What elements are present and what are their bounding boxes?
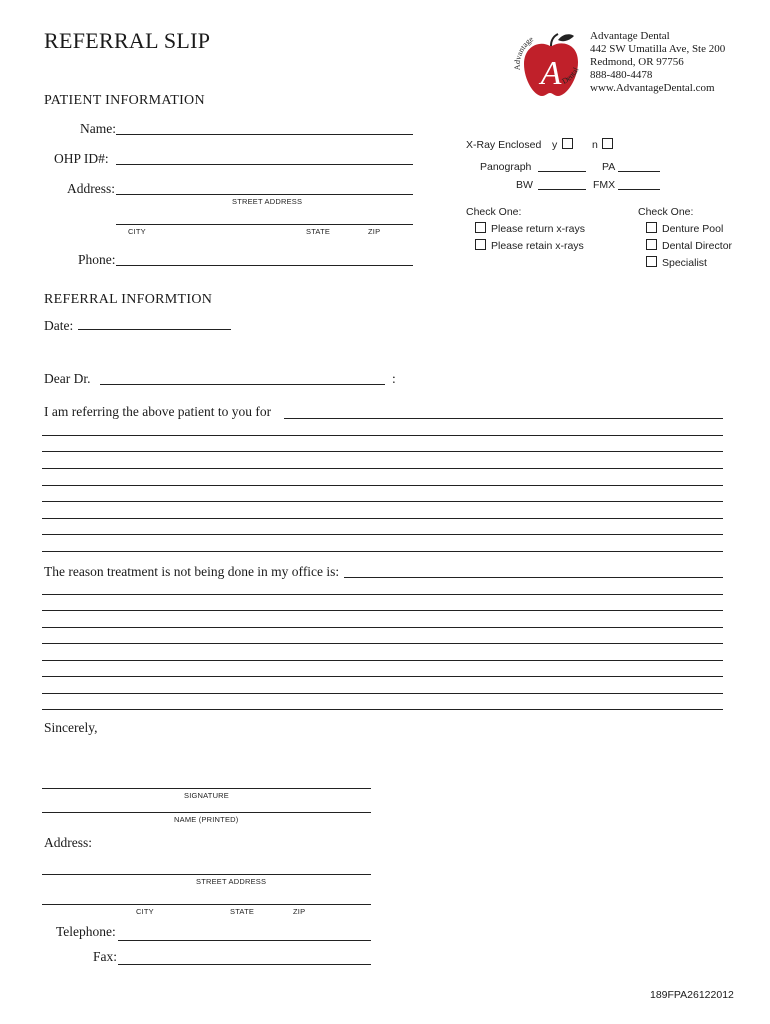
pa-label: PA bbox=[602, 161, 616, 173]
office-phone: 888-480-4478 bbox=[590, 69, 653, 81]
reason-label: The reason treatment is not being done in my office is: bbox=[44, 564, 340, 579]
reason-line[interactable] bbox=[42, 643, 723, 644]
advantage-dental-logo bbox=[512, 26, 588, 102]
xray-enclosed-label: X-Ray Enclosed bbox=[466, 139, 542, 151]
referring-line[interactable] bbox=[42, 485, 723, 486]
city-state-zip-field[interactable] bbox=[116, 224, 413, 225]
zip-caption: ZIP bbox=[368, 227, 381, 236]
ohp-id-label: OHP ID#: bbox=[54, 151, 109, 166]
dear-dr-field[interactable] bbox=[100, 384, 385, 385]
panograph-label: Panograph bbox=[480, 161, 532, 173]
name-printed-field[interactable] bbox=[42, 812, 371, 813]
name-label: Name: bbox=[80, 121, 116, 136]
reason-line[interactable] bbox=[42, 693, 723, 694]
bw-label: BW bbox=[516, 179, 533, 191]
sincerely-label: Sincerely, bbox=[44, 720, 98, 735]
state-caption: STATE bbox=[306, 227, 331, 236]
office-city-line: Redmond, OR 97756 bbox=[590, 56, 684, 68]
fax-field[interactable] bbox=[118, 964, 371, 965]
reason-line[interactable] bbox=[42, 610, 723, 611]
referring-line[interactable] bbox=[42, 451, 723, 452]
street-address-caption: STREET ADDRESS bbox=[232, 197, 303, 206]
retain-xrays-checkbox[interactable] bbox=[475, 239, 486, 250]
address-label: Address: bbox=[67, 181, 115, 196]
referring-field[interactable] bbox=[284, 418, 723, 419]
referral-info-heading: REFERRAL INFORMTION bbox=[44, 292, 213, 307]
referring-line[interactable] bbox=[42, 468, 723, 469]
office-street: 442 SW Umatilla Ave, Ste 200 bbox=[590, 43, 726, 55]
denture-pool-label: Denture Pool bbox=[662, 223, 724, 235]
logo-text-top: Advantage bbox=[512, 34, 535, 71]
referrer-state-caption: STATE bbox=[230, 907, 255, 916]
dental-director-checkbox[interactable] bbox=[646, 239, 657, 250]
name-field[interactable] bbox=[116, 134, 413, 135]
referring-line[interactable] bbox=[42, 518, 723, 519]
referring-line[interactable] bbox=[42, 534, 723, 535]
return-xrays-checkbox[interactable] bbox=[475, 222, 486, 233]
fmx-label: FMX bbox=[593, 179, 616, 191]
signature-field[interactable] bbox=[42, 788, 371, 789]
referrer-city-state-zip-field[interactable] bbox=[42, 904, 371, 905]
logo-text-bottom: Dental bbox=[560, 66, 581, 86]
reason-line[interactable] bbox=[42, 676, 723, 677]
referrer-zip-caption: ZIP bbox=[293, 907, 306, 916]
retain-xrays-label: Please retain x-rays bbox=[491, 240, 584, 252]
reason-line[interactable] bbox=[42, 660, 723, 661]
denture-pool-checkbox[interactable] bbox=[646, 222, 657, 233]
check-one-right-label: Check One: bbox=[638, 206, 694, 218]
specialist-checkbox[interactable] bbox=[646, 256, 657, 267]
pa-field[interactable] bbox=[618, 171, 660, 172]
office-name: Advantage Dental bbox=[590, 30, 670, 42]
fax-label: Fax: bbox=[93, 949, 118, 964]
dear-dr-colon: : bbox=[392, 371, 396, 386]
signature-caption: SIGNATURE bbox=[184, 791, 229, 800]
telephone-field[interactable] bbox=[118, 940, 371, 941]
phone-label: Phone: bbox=[78, 252, 116, 267]
reason-line[interactable] bbox=[42, 627, 723, 628]
patient-info-heading: PATIENT INFORMATION bbox=[44, 93, 205, 108]
referrer-street-caption: STREET ADDRESS bbox=[196, 877, 267, 886]
referring-line[interactable] bbox=[42, 435, 723, 436]
referrer-street-field[interactable] bbox=[42, 874, 371, 875]
dental-director-label: Dental Director bbox=[662, 240, 733, 252]
xray-yes-label: y bbox=[552, 139, 558, 151]
office-address bbox=[590, 30, 725, 95]
bw-field[interactable] bbox=[538, 189, 586, 190]
date-field[interactable] bbox=[78, 329, 231, 330]
phone-field[interactable] bbox=[116, 265, 413, 266]
logo-letter: A bbox=[540, 55, 562, 92]
referring-line[interactable] bbox=[42, 551, 723, 552]
referring-line[interactable] bbox=[42, 501, 723, 502]
street-address-field[interactable] bbox=[116, 194, 413, 195]
reason-field[interactable] bbox=[344, 577, 723, 578]
fmx-field[interactable] bbox=[618, 189, 660, 190]
check-one-left-label: Check One: bbox=[466, 206, 522, 218]
panograph-field[interactable] bbox=[538, 171, 586, 172]
page-title: REFERRAL SLIP bbox=[44, 28, 211, 53]
referrer-address-label: Address: bbox=[44, 835, 92, 850]
reason-line[interactable] bbox=[42, 709, 723, 710]
xray-no-checkbox[interactable] bbox=[602, 138, 613, 149]
xray-yes-checkbox[interactable] bbox=[562, 138, 573, 149]
referrer-city-caption: CITY bbox=[136, 907, 154, 916]
referring-label: I am referring the above patient to you for bbox=[44, 404, 272, 419]
form-code: 189FPA26122012 bbox=[650, 989, 734, 1001]
reason-line[interactable] bbox=[42, 594, 723, 595]
return-xrays-label: Please return x-rays bbox=[491, 223, 585, 235]
ohp-id-field[interactable] bbox=[116, 164, 413, 165]
xray-no-label: n bbox=[592, 139, 598, 151]
telephone-label: Telephone: bbox=[56, 924, 116, 939]
specialist-label: Specialist bbox=[662, 257, 707, 269]
city-caption: CITY bbox=[128, 227, 146, 236]
office-website: www.AdvantageDental.com bbox=[590, 82, 715, 94]
date-label: Date: bbox=[44, 318, 74, 333]
name-printed-caption: NAME (PRINTED) bbox=[174, 815, 239, 824]
dear-dr-label: Dear Dr. bbox=[44, 371, 91, 386]
